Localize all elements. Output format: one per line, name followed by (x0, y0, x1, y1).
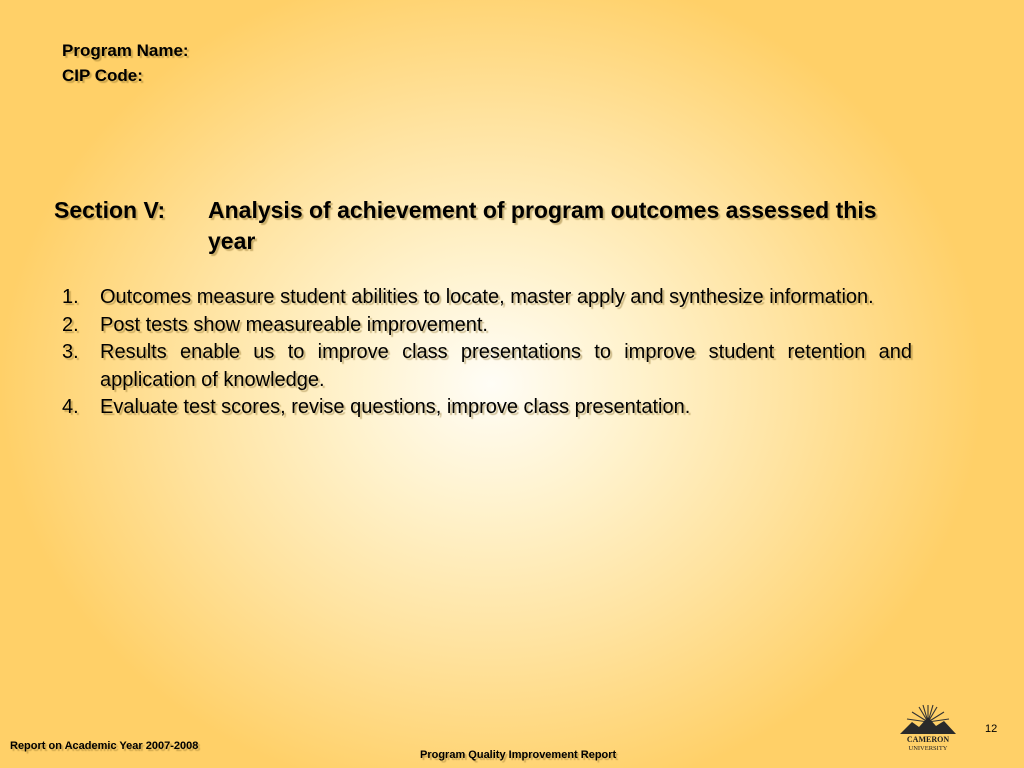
program-name-label: Program Name: (62, 41, 189, 60)
cameron-university-logo-icon (892, 700, 964, 752)
logo-line1: CAMERON (906, 735, 950, 744)
page-number: 12 (985, 723, 998, 735)
outcomes-list (62, 284, 912, 422)
section-title: Analysis of achievement of program outcomes assessed this year (208, 197, 877, 254)
list-item-text: Evaluate test scores, revise questions, improve class presentation. (100, 396, 691, 418)
list-item-text: Results enable us to improve class presentations to improve student retention and application of knowledge. (100, 341, 912, 391)
list-item-number: 2. (62, 313, 79, 336)
logo-line2: UNIVERSITY (908, 745, 948, 752)
list-item-text: Post tests show measureable improvement. (100, 313, 488, 336)
list-item-text: Outcomes measure student abilities to locate, master apply and synthesize information. (100, 286, 874, 308)
list-item-number: 1. (62, 286, 79, 308)
footer-academic-year: Report on Academic Year 2007-2008 (10, 740, 199, 752)
slide-header (62, 38, 189, 88)
list-item (62, 312, 912, 340)
list-item-number: 3. (62, 341, 79, 363)
footer-report-title: Program Quality Improvement Report (420, 749, 617, 761)
list-item-number: 4. (62, 396, 79, 418)
section-label: Section V: (54, 197, 166, 223)
cip-code-label: CIP Code: (62, 66, 143, 85)
list-item (62, 394, 912, 422)
list-item (62, 284, 912, 312)
list-item (62, 339, 912, 394)
